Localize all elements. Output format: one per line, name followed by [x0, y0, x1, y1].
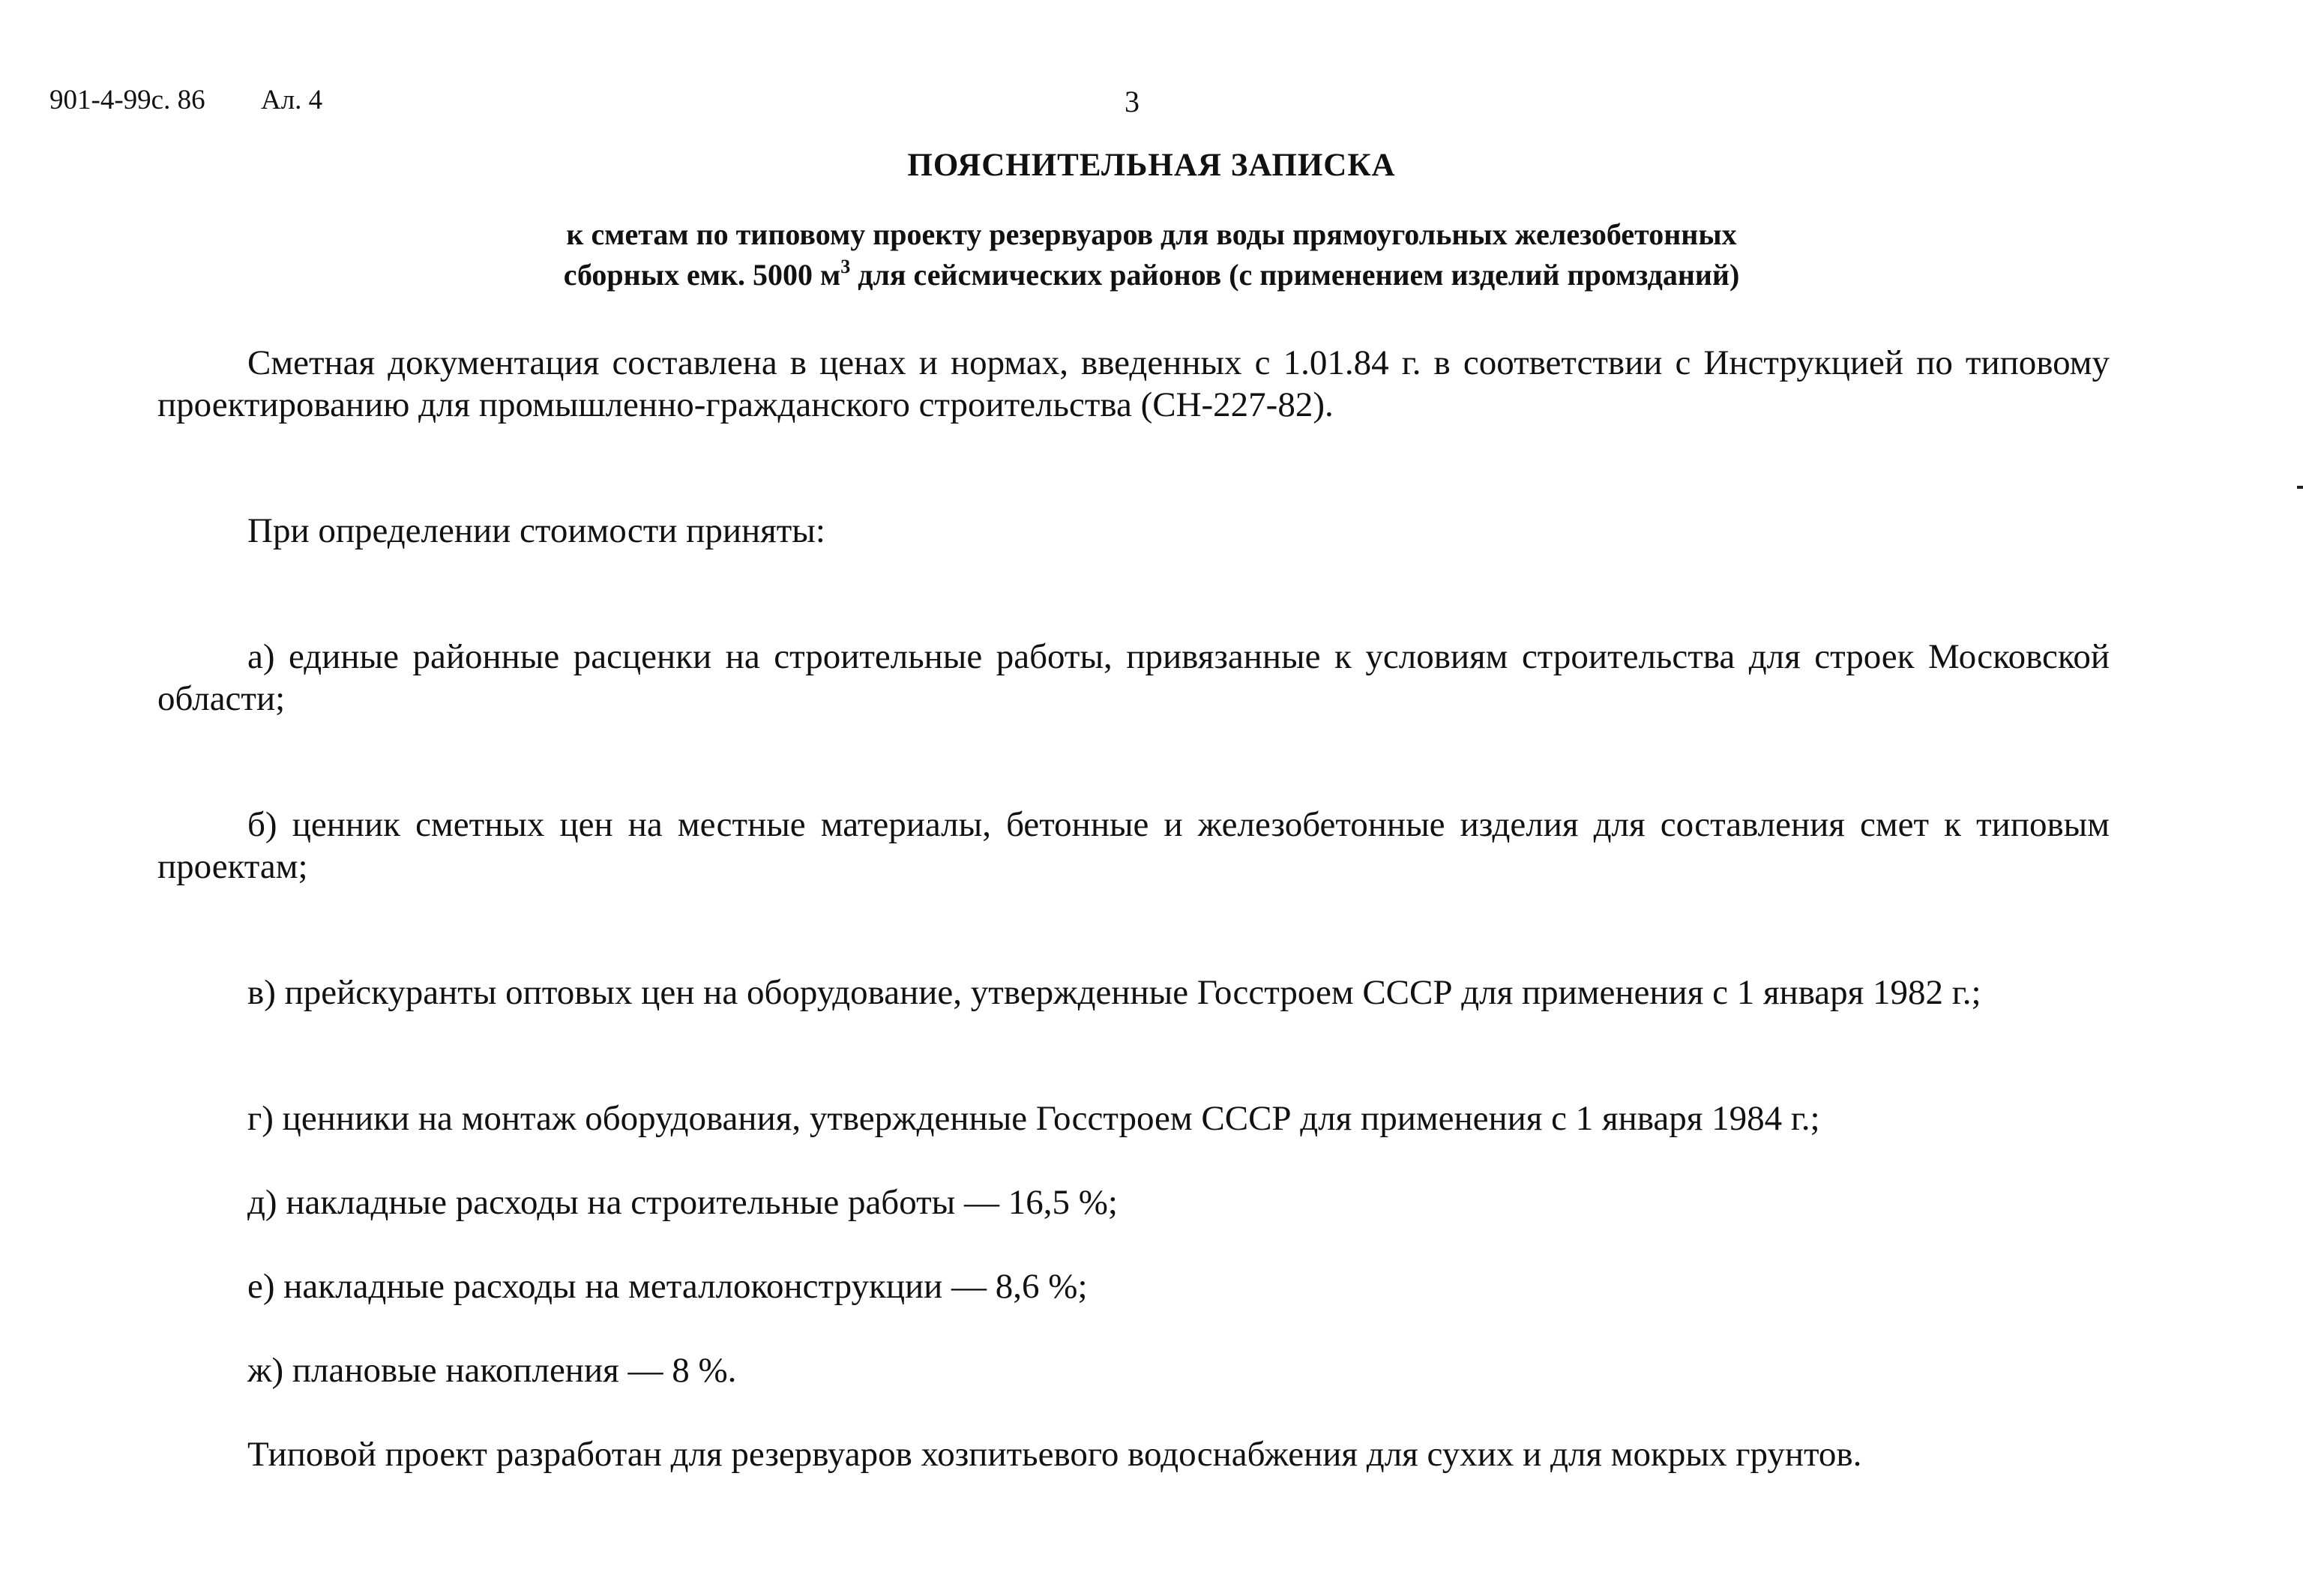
scan-edge-mark [2297, 486, 2303, 489]
subtitle-superscript: 3 [840, 256, 851, 277]
list-item-e: е) накладные расходы на металлоконструкции — 8,6 %; [247, 1267, 1088, 1306]
subtitle-line-2-start: сборных емк. 5000 м [563, 258, 841, 292]
subtitle-line-1: к сметам по типовому проекту резервуаров для воды прямоугольных железобетонных [566, 217, 1737, 251]
document-title: ПОЯСНИТЕЛЬНАЯ ЗАПИСКА [907, 148, 1396, 183]
document-body [157, 342, 2110, 1559]
page-number: 3 [1125, 85, 1140, 118]
list-item-a: а) единые районные расценки на строительные работы, привязанные к условиям строительства для строек Московской области; [157, 637, 2110, 718]
document-subtitle [0, 214, 2303, 295]
subtitle-line-2-end: для сейсмических районов (с применением изделий промзданий) [850, 258, 1740, 292]
subtitle-line-2 [0, 255, 2303, 295]
document-code: 901-4-99с. 86 [49, 85, 205, 115]
list-item-zh: ж) плановые накопления — 8 %. [247, 1351, 737, 1390]
list-item-v: в) прейскуранты оптовых цен на оборудование, утвержденные Госстроем СССР для применения с 1 января 1982 г.; [247, 973, 1981, 1012]
list-item-d: д) накладные расходы на строительные работы — 16,5 %; [247, 1183, 1118, 1222]
paragraph-basis-heading: При определении стоимости приняты: [247, 511, 825, 550]
sheet-label: Ал. 4 [261, 85, 323, 115]
paragraph-closing: Типовой проект разработан для резервуаров хозпитьевого водоснабжения для сухих и для мокрых грунтов. [247, 1435, 1862, 1474]
list-item-b: б) ценник сметных цен на местные материалы, бетонные и железобетонные изделия для составления смет к типовым проектам; [157, 805, 2110, 886]
paragraph-intro: Сметная документация составлена в ценах и нормах, введенных с 1.01.84 г. в соответствии с Инструкцией по типовому проектированию для промышленно-гражданского строительства (СН-227-82). [157, 343, 2110, 424]
list-item-g: г) ценники на монтаж оборудования, утвержденные Госстроем СССР для применения с 1 января 1984 г.; [247, 1099, 1820, 1138]
